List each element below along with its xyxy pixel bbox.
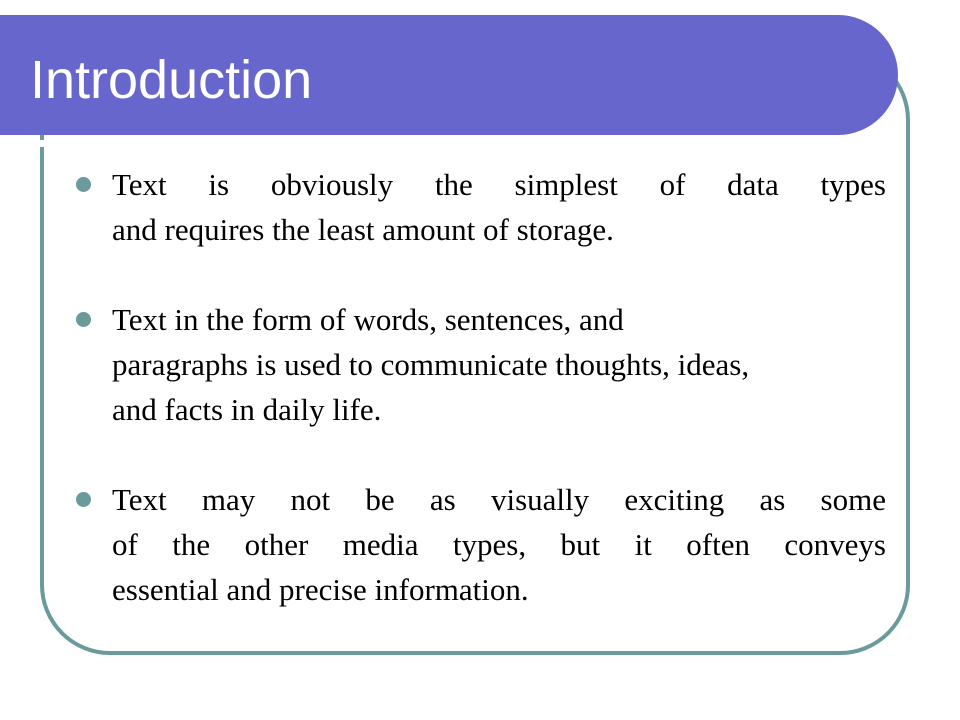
bullet-dot-icon xyxy=(76,492,91,507)
bullet-line: of the other media types, but it often conveys xyxy=(112,527,886,562)
bullet-line: paragraphs is used to communicate thoughts, ideas, xyxy=(112,347,750,382)
bullet-line: Text in the form of words, sentences, and xyxy=(112,302,624,337)
bullet-dot-icon xyxy=(76,312,91,327)
bullet-line: Text is obviously the simplest of data types xyxy=(112,167,886,202)
bullet-line: Text may not be as visually exciting as some xyxy=(112,482,886,517)
bullet-dot-icon xyxy=(76,177,91,192)
bullet-line: and facts in daily life. xyxy=(112,392,382,427)
title-bar xyxy=(0,15,898,135)
bullet-line: essential and precise information. xyxy=(112,572,529,607)
slide-title: Introduction xyxy=(30,50,313,110)
bullet-text xyxy=(112,162,886,252)
bullet-text xyxy=(112,297,886,432)
bullet-line: and requires the least amount of storage. xyxy=(112,212,614,247)
bullet-text xyxy=(112,477,886,612)
bullet-list xyxy=(76,162,886,612)
bullet-item xyxy=(76,477,886,612)
title-underline xyxy=(0,140,848,147)
bullet-item xyxy=(76,162,886,252)
bullet-item xyxy=(76,297,886,432)
